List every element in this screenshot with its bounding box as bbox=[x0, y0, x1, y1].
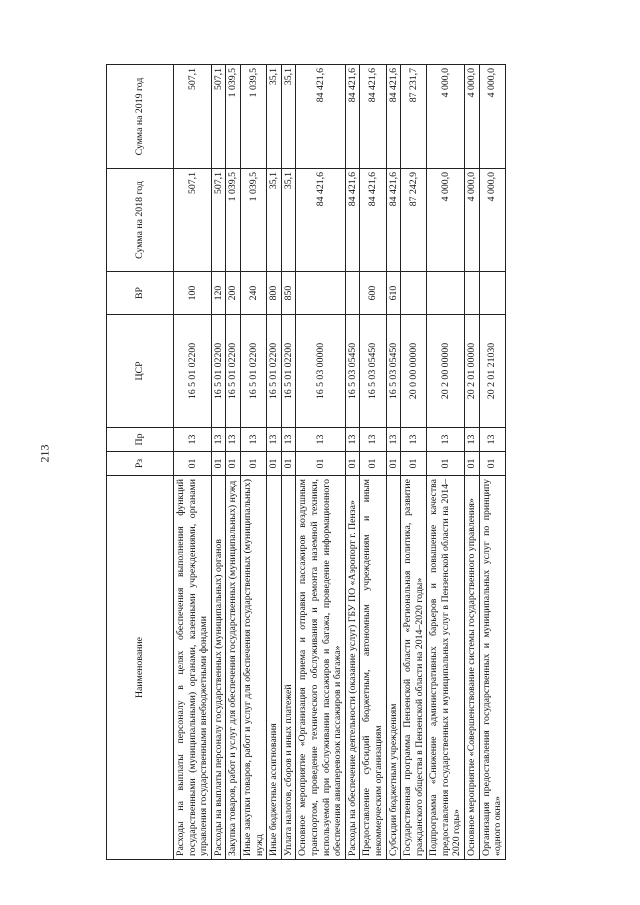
cell-vr bbox=[479, 272, 505, 315]
cell-pr: 13 bbox=[296, 428, 345, 452]
cell-sum-2019: 84 421,6 bbox=[360, 65, 386, 169]
cell-vr bbox=[465, 272, 480, 315]
cell-sum-2018: 84 421,6 bbox=[296, 169, 345, 272]
cell-rz: 01 bbox=[281, 452, 296, 476]
cell-csr: 16 5 01 02200 bbox=[211, 315, 226, 428]
cell-name: Подпрограмма «Снижение административных барьеров и повышение качества предоставления государственных и муниципальных услуг в Пензенской области на 2014–2020 годы» bbox=[427, 476, 465, 860]
table-header-row bbox=[107, 65, 174, 860]
table-row bbox=[401, 65, 427, 860]
cell-csr: 16 5 03 05450 bbox=[386, 315, 401, 428]
cell-sum-2018: 507,1 bbox=[211, 169, 226, 272]
cell-sum-2019: 507,1 bbox=[211, 65, 226, 169]
cell-vr bbox=[296, 272, 345, 315]
cell-sum-2018: 84 421,6 bbox=[386, 169, 401, 272]
cell-name: Уплата налогов, сборов и иных платежей bbox=[281, 476, 296, 860]
cell-pr: 13 bbox=[479, 428, 505, 452]
cell-rz: 01 bbox=[427, 452, 465, 476]
cell-sum-2019: 84 421,6 bbox=[296, 65, 345, 169]
cell-name: Организация предоставления государственных и муниципальных услуг по принципу «одного окна» bbox=[479, 476, 505, 860]
cell-sum-2018: 84 421,6 bbox=[360, 169, 386, 272]
header-name: Наименование bbox=[107, 476, 174, 860]
cell-csr: 20 2 01 21030 bbox=[479, 315, 505, 428]
cell-rz: 01 bbox=[267, 452, 282, 476]
cell-sum-2019: 35,1 bbox=[281, 65, 296, 169]
cell-sum-2019: 35,1 bbox=[267, 65, 282, 169]
cell-pr: 13 bbox=[386, 428, 401, 452]
cell-pr: 13 bbox=[465, 428, 480, 452]
cell-sum-2019: 4 000,0 bbox=[479, 65, 505, 169]
cell-rz: 01 bbox=[360, 452, 386, 476]
cell-name: Основное мероприятие «Совершенствование системы государственного управления» bbox=[465, 476, 480, 860]
header-sum-2018: Сумма на 2018 год bbox=[107, 169, 174, 272]
cell-csr: 16 5 03 00000 bbox=[296, 315, 345, 428]
cell-csr: 16 5 03 05450 bbox=[345, 315, 360, 428]
table-row bbox=[360, 65, 386, 860]
cell-name: Расходы на выплаты персоналу государственных (муниципальных) органов bbox=[211, 476, 226, 860]
cell-vr: 610 bbox=[386, 272, 401, 315]
cell-pr: 13 bbox=[267, 428, 282, 452]
cell-rz: 01 bbox=[401, 452, 427, 476]
cell-pr: 13 bbox=[345, 428, 360, 452]
cell-pr: 13 bbox=[360, 428, 386, 452]
cell-sum-2018: 4 000,0 bbox=[465, 169, 480, 272]
cell-rz: 01 bbox=[386, 452, 401, 476]
cell-rz: 01 bbox=[345, 452, 360, 476]
cell-sum-2018: 35,1 bbox=[281, 169, 296, 272]
cell-sum-2019: 84 421,6 bbox=[386, 65, 401, 169]
header-vr: ВР bbox=[107, 272, 174, 315]
cell-vr bbox=[427, 272, 465, 315]
cell-csr: 16 5 03 05450 bbox=[360, 315, 386, 428]
cell-name: Основное мероприятие «Организация приема и отправки пассажиров воздушным транспортом, проведение технического обслуживания и ремонта наземной техники, используемой при обслуживании пассажиров и багажа, проведение информационного обеспечения авиаперевозок пассажиров и багажа» bbox=[296, 476, 345, 860]
cell-name: Закупка товаров, работ и услуг для обеспечения государственных (муниципальных) нужд bbox=[226, 476, 241, 860]
cell-pr: 13 bbox=[174, 428, 212, 452]
table-row bbox=[479, 65, 505, 860]
cell-rz: 01 bbox=[174, 452, 212, 476]
table-row bbox=[465, 65, 480, 860]
table-row bbox=[240, 65, 266, 860]
cell-sum-2018: 84 421,6 bbox=[345, 169, 360, 272]
page-number: 213 bbox=[37, 444, 52, 463]
cell-pr: 13 bbox=[281, 428, 296, 452]
cell-vr: 850 bbox=[281, 272, 296, 315]
cell-sum-2019: 1 039,5 bbox=[240, 65, 266, 169]
cell-pr: 13 bbox=[240, 428, 266, 452]
cell-vr bbox=[345, 272, 360, 315]
cell-name: Иные закупки товаров, работ и услуг для обеспечения государственных (муниципальных) нужд bbox=[240, 476, 266, 860]
cell-vr: 120 bbox=[211, 272, 226, 315]
cell-sum-2018: 507,1 bbox=[174, 169, 212, 272]
cell-sum-2018: 87 242,9 bbox=[401, 169, 427, 272]
cell-csr: 16 5 01 02200 bbox=[267, 315, 282, 428]
cell-pr: 13 bbox=[211, 428, 226, 452]
cell-sum-2018: 1 039,5 bbox=[226, 169, 241, 272]
cell-vr bbox=[401, 272, 427, 315]
cell-name: Предоставление субсидий бюджетным, автономным учреждениям и иным некоммерческим организациям bbox=[360, 476, 386, 860]
cell-pr: 13 bbox=[401, 428, 427, 452]
cell-sum-2019: 507,1 bbox=[174, 65, 212, 169]
cell-csr: 16 5 01 02200 bbox=[226, 315, 241, 428]
cell-sum-2018: 1 039,5 bbox=[240, 169, 266, 272]
cell-sum-2019: 87 231,7 bbox=[401, 65, 427, 169]
cell-vr: 800 bbox=[267, 272, 282, 315]
table-row bbox=[296, 65, 345, 860]
cell-csr: 20 2 01 00000 bbox=[465, 315, 480, 428]
budget-table bbox=[106, 64, 506, 860]
cell-pr: 13 bbox=[427, 428, 465, 452]
header-csr: ЦСР bbox=[107, 315, 174, 428]
cell-csr: 16 5 01 02200 bbox=[174, 315, 212, 428]
cell-sum-2018: 35,1 bbox=[267, 169, 282, 272]
cell-vr: 600 bbox=[360, 272, 386, 315]
cell-sum-2018: 4 000,0 bbox=[427, 169, 465, 272]
cell-vr: 240 bbox=[240, 272, 266, 315]
cell-rz: 01 bbox=[479, 452, 505, 476]
cell-rz: 01 bbox=[240, 452, 266, 476]
cell-csr: 16 5 01 02200 bbox=[281, 315, 296, 428]
table-row bbox=[386, 65, 401, 860]
cell-sum-2019: 4 000,0 bbox=[465, 65, 480, 169]
cell-rz: 01 bbox=[211, 452, 226, 476]
header-rz: Рз bbox=[107, 452, 174, 476]
cell-csr: 20 2 00 00000 bbox=[427, 315, 465, 428]
table-row bbox=[345, 65, 360, 860]
table-row bbox=[427, 65, 465, 860]
cell-sum-2018: 4 000,0 bbox=[479, 169, 505, 272]
header-sum-2019: Сумма на 2019 год bbox=[107, 65, 174, 169]
cell-vr: 200 bbox=[226, 272, 241, 315]
cell-sum-2019: 84 421,6 bbox=[345, 65, 360, 169]
cell-name: Иные бюджетные ассигнования bbox=[267, 476, 282, 860]
cell-csr: 16 5 01 02200 bbox=[240, 315, 266, 428]
table-row bbox=[174, 65, 212, 860]
cell-name: Расходы на обеспечение деятельности (оказание услуг) ГБУ ПО «Аэропорт г. Пенза» bbox=[345, 476, 360, 860]
table-row bbox=[211, 65, 226, 860]
cell-name: Расходы на выплаты персоналу в целях обеспечения выполнения функций государственными (муниципальными) органами, казенными учреждениями, органами управления государственными внебюджетными фондами bbox=[174, 476, 212, 860]
table-row bbox=[226, 65, 241, 860]
cell-csr: 20 0 00 00000 bbox=[401, 315, 427, 428]
cell-name: Государственная программа Пензенской области «Региональная политика, развитие гражданского общества в Пензенской области на 2014–2020 годы» bbox=[401, 476, 427, 860]
header-pr: Пр bbox=[107, 428, 174, 452]
cell-vr: 100 bbox=[174, 272, 212, 315]
cell-rz: 01 bbox=[465, 452, 480, 476]
cell-pr: 13 bbox=[226, 428, 241, 452]
cell-rz: 01 bbox=[296, 452, 345, 476]
cell-name: Субсидии бюджетным учреждениям bbox=[386, 476, 401, 860]
table-row bbox=[267, 65, 282, 860]
rotated-table-container bbox=[106, 65, 561, 860]
cell-sum-2019: 1 039,5 bbox=[226, 65, 241, 169]
cell-rz: 01 bbox=[226, 452, 241, 476]
cell-sum-2019: 4 000,0 bbox=[427, 65, 465, 169]
table-row bbox=[281, 65, 296, 860]
